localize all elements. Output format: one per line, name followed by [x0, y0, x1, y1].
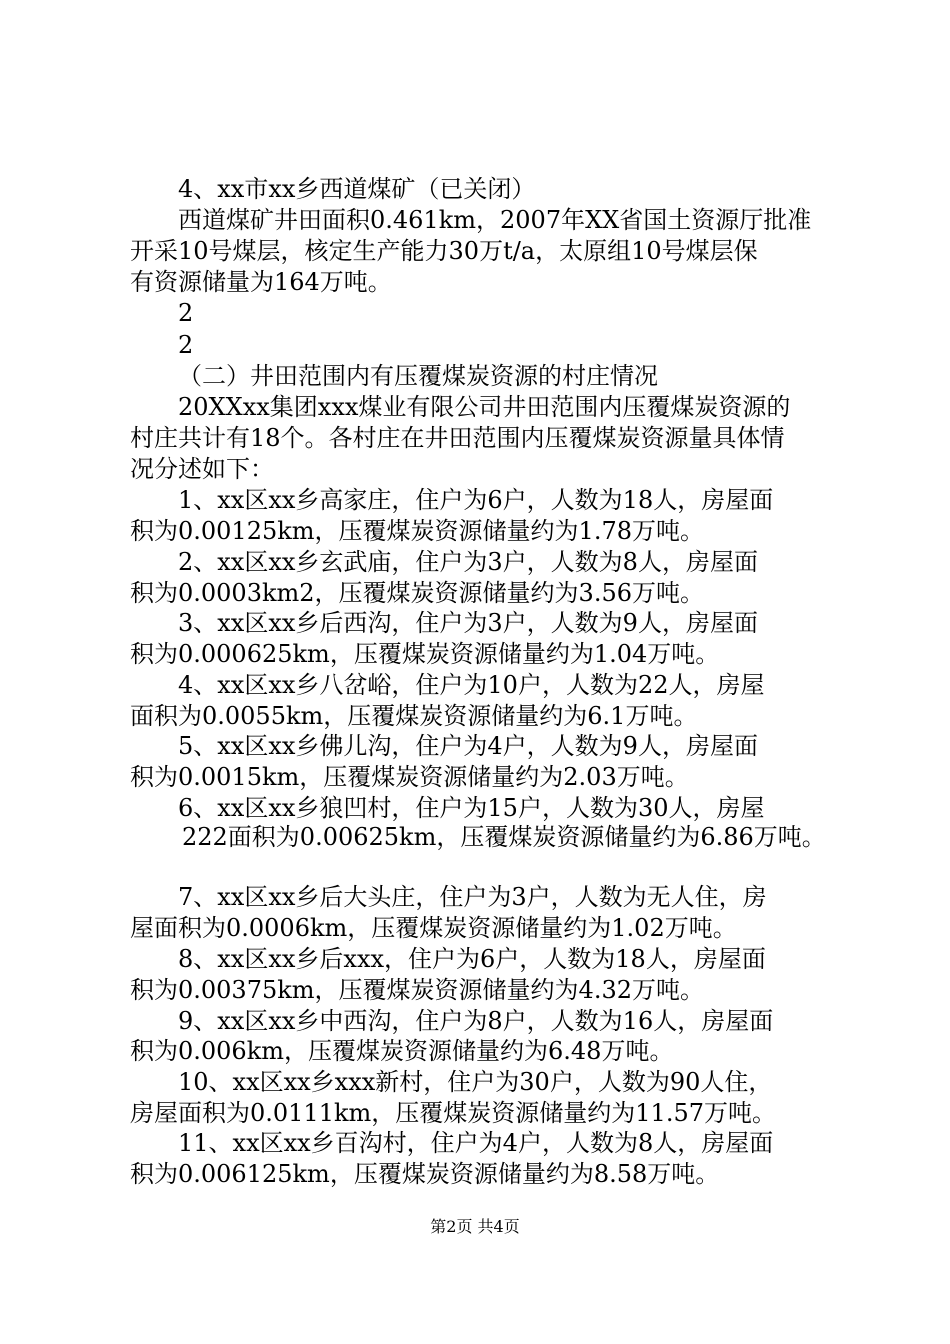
village-item: 9、xx区xx乡中西沟，住户为8户，人数为16人，房屋面: [178, 1007, 774, 1035]
village-item-cont: 积为0.00375km，压覆煤炭资源储量约为4.32万吨。: [130, 976, 704, 1004]
paragraph-line: 开采10号煤层，核定生产能力30万t/a，太原组10号煤层保: [130, 237, 758, 265]
village-item: 11、xx区xx乡百沟村，住户为4户，人数为8人，房屋面: [178, 1129, 774, 1157]
village-item: 7、xx区xx乡后大头庄，住户为3户，人数为无人住，房: [178, 883, 767, 911]
stray-number: 2: [178, 331, 194, 359]
village-item-cont: 面积为0.0055km，压覆煤炭资源储量约为6.1万吨。: [130, 702, 698, 730]
village-item: 2、xx区xx乡玄武庙，住户为3户，人数为8人，房屋面: [178, 548, 758, 576]
paragraph-line: 村庄共计有18个。各村庄在井田范围内压覆煤炭资源量具体情: [130, 424, 785, 452]
stray-number: 2: [178, 299, 194, 327]
village-item-cont: 积为0.0003km2，压覆煤炭资源储量约为3.56万吨。: [130, 579, 704, 607]
village-item-cont: 房屋面积为0.0111km，压覆煤炭资源储量约为11.57万吨。: [130, 1099, 776, 1127]
paragraph-line: 有资源储量为164万吨。: [130, 268, 392, 296]
village-item: 10、xx区xx乡xxx新村，住户为30户，人数为90人住，: [178, 1068, 773, 1096]
village-item: 4、xx区xx乡八岔峪，住户为10户，人数为22人，房屋: [178, 671, 765, 699]
paragraph-line: 西道煤矿井田面积0.461km，2007年XX省国土资源厅批准: [178, 206, 812, 234]
village-item-cont: 222面积为0.00625km，压覆煤炭资源储量约为6.86万吨。: [182, 823, 826, 851]
page-footer: 第2页 共4页: [430, 1217, 520, 1236]
village-item: 3、xx区xx乡后西沟，住户为3户，人数为9人，房屋面: [178, 609, 758, 637]
village-item-cont: 积为0.00125km，压覆煤炭资源储量约为1.78万吨。: [130, 517, 704, 545]
section-heading-xidao-mine: 4、xx市xx乡西道煤矿（已关闭）: [178, 175, 536, 203]
paragraph-line: 况分述如下：: [130, 455, 274, 483]
paragraph-line: 20XXxx集团xxx煤业有限公司井田范围内压覆煤炭资源的: [178, 393, 791, 421]
section-heading-villages: （二）井田范围内有压覆煤炭资源的村庄情况: [178, 362, 658, 390]
village-item: 8、xx区xx乡后xxx，住户为6户，人数为18人，房屋面: [178, 945, 766, 973]
village-item-cont: 积为0.006125km，压覆煤炭资源储量约为8.58万吨。: [130, 1160, 720, 1188]
village-item-cont: 积为0.0015km，压覆煤炭资源储量约为2.03万吨。: [130, 763, 689, 791]
village-item: 5、xx区xx乡佛儿沟，住户为4户，人数为9人，房屋面: [178, 732, 758, 760]
village-item: 6、xx区xx乡狼凹村，住户为15户，人数为30人，房屋: [178, 794, 765, 822]
village-item-cont: 积为0.000625km，压覆煤炭资源储量约为1.04万吨。: [130, 640, 720, 668]
village-item-cont: 积为0.006km，压覆煤炭资源储量约为6.48万吨。: [130, 1037, 674, 1065]
village-item: 1、xx区xx乡高家庄，住户为6户，人数为18人，房屋面: [178, 486, 774, 514]
village-item-cont: 屋面积为0.0006km，压覆煤炭资源储量约为1.02万吨。: [130, 914, 737, 942]
